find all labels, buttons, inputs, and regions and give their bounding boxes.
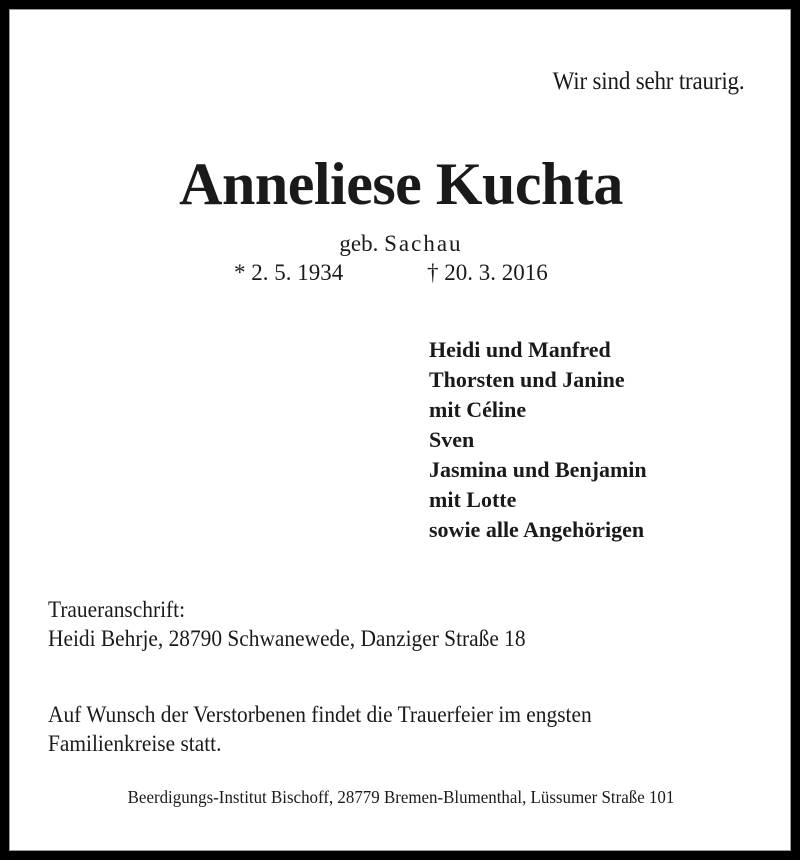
- mourner-line: Jasmina und Benjamin: [429, 457, 647, 482]
- mourners-list: [429, 335, 647, 545]
- undertaker-info: Beerdigungs-Institut Bischoff, 28779 Bremen-Blumenthal, Lüssumer Straße 101: [127, 787, 675, 807]
- obituary-notice: [9, 9, 791, 851]
- birth-date: * 2. 5. 1934: [234, 260, 344, 285]
- funeral-note: [48, 700, 592, 758]
- mourner-line: sowie alle Angehörigen: [429, 517, 645, 542]
- mourner-line: mit Céline: [429, 397, 527, 422]
- death-date: † 20. 3. 2016: [427, 260, 548, 285]
- funeral-note-line: Familienkreise statt.: [48, 731, 222, 756]
- condolence-address-label: Traueranschrift:: [48, 597, 186, 622]
- motto-text: Wir sind sehr traurig.: [552, 68, 744, 95]
- funeral-note-line: Auf Wunsch der Verstorbenen findet die Trauerfeier im engsten: [48, 702, 592, 727]
- mourner-line: mit Lotte: [429, 487, 517, 512]
- birth-name-prefix: geb.: [339, 231, 379, 256]
- mourner-line: Thorsten und Janine: [429, 367, 625, 392]
- condolence-address: Heidi Behrje, 28790 Schwanewede, Danziger Straße 18: [48, 626, 526, 651]
- birth-name: Sachau: [384, 231, 463, 256]
- mourner-line: Heidi und Manfred: [429, 337, 611, 362]
- birth-name-line: [10, 231, 792, 257]
- deceased-name: Anneliese Kuchta: [179, 151, 623, 217]
- mourner-line: Sven: [429, 427, 475, 452]
- condolence-address-block: [48, 595, 526, 653]
